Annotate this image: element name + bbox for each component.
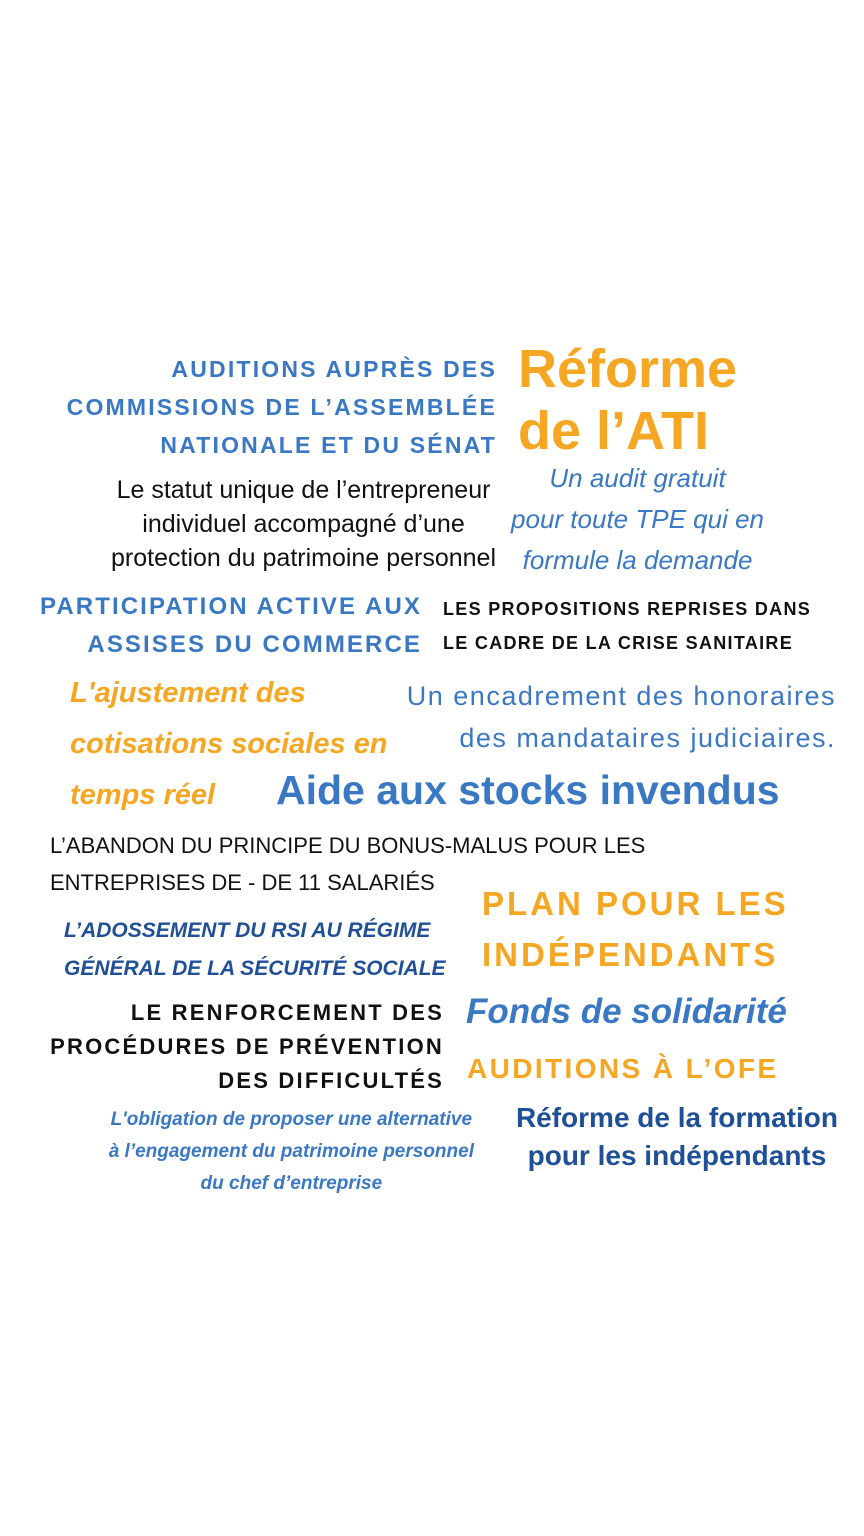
adossement-rsi-text: L’ADOSSEMENT DU RSI AU RÉGIME GÉNÉRAL DE LA SÉCURITÉ SOCIALE	[64, 919, 446, 980]
reforme-ati-text: Réforme de l’ATI	[518, 339, 738, 461]
encadrement-honoraires-text: Un encadrement des honoraires des mandataires judiciaires.	[406, 681, 836, 753]
renforcement-procedures-text: LE RENFORCEMENT DES PROCÉDURES DE PRÉVENTION DES DIFFICULTÉS	[50, 1000, 444, 1093]
reforme-formation-text: Réforme de la formation pour les indépendants	[515, 1102, 838, 1171]
aide-stocks-text: Aide aux stocks invendus	[276, 767, 780, 813]
assises-commerce-text: PARTICIPATION ACTIVE AUX ASSISES DU COMMERCE	[40, 593, 422, 658]
auditions-ofe-text: AUDITIONS À L’OFE	[467, 1053, 779, 1084]
auditions-commissions-text: AUDITIONS AUPRÈS DES COMMISSIONS DE L’ASSEMBLÉE NATIONALE ET DU SÉNAT	[66, 356, 497, 458]
plan-independants-text: PLAN POUR LES INDÉPENDANTS	[482, 885, 789, 973]
propositions-crise-text: LES PROPOSITIONS REPRISES DANS LE CADRE DE LA CRISE SANITAIRE	[443, 599, 812, 653]
abandon-bonus-malus-text: L’ABANDON DU PRINCIPE DU BONUS-MALUS POUR LES ENTREPRISES DE - DE 11 SALARIÉS	[50, 833, 646, 895]
ajustement-cotisations-text: L'ajustement des cotisations sociales en temps réel	[70, 677, 388, 811]
statut-unique-text: Le statut unique de l’entrepreneur individuel accompagné d’une protection du patrimoine personnel	[111, 476, 496, 572]
obligation-alternative-text: L'obligation de proposer une alternative à l’engagement du patrimoine personnel du chef d’entreprise	[108, 1109, 474, 1194]
audit-gratuit-text: Un audit gratuit pour toute TPE qui en formule la demande	[511, 463, 764, 575]
fonds-solidarite-text: Fonds de solidarité	[466, 992, 787, 1031]
